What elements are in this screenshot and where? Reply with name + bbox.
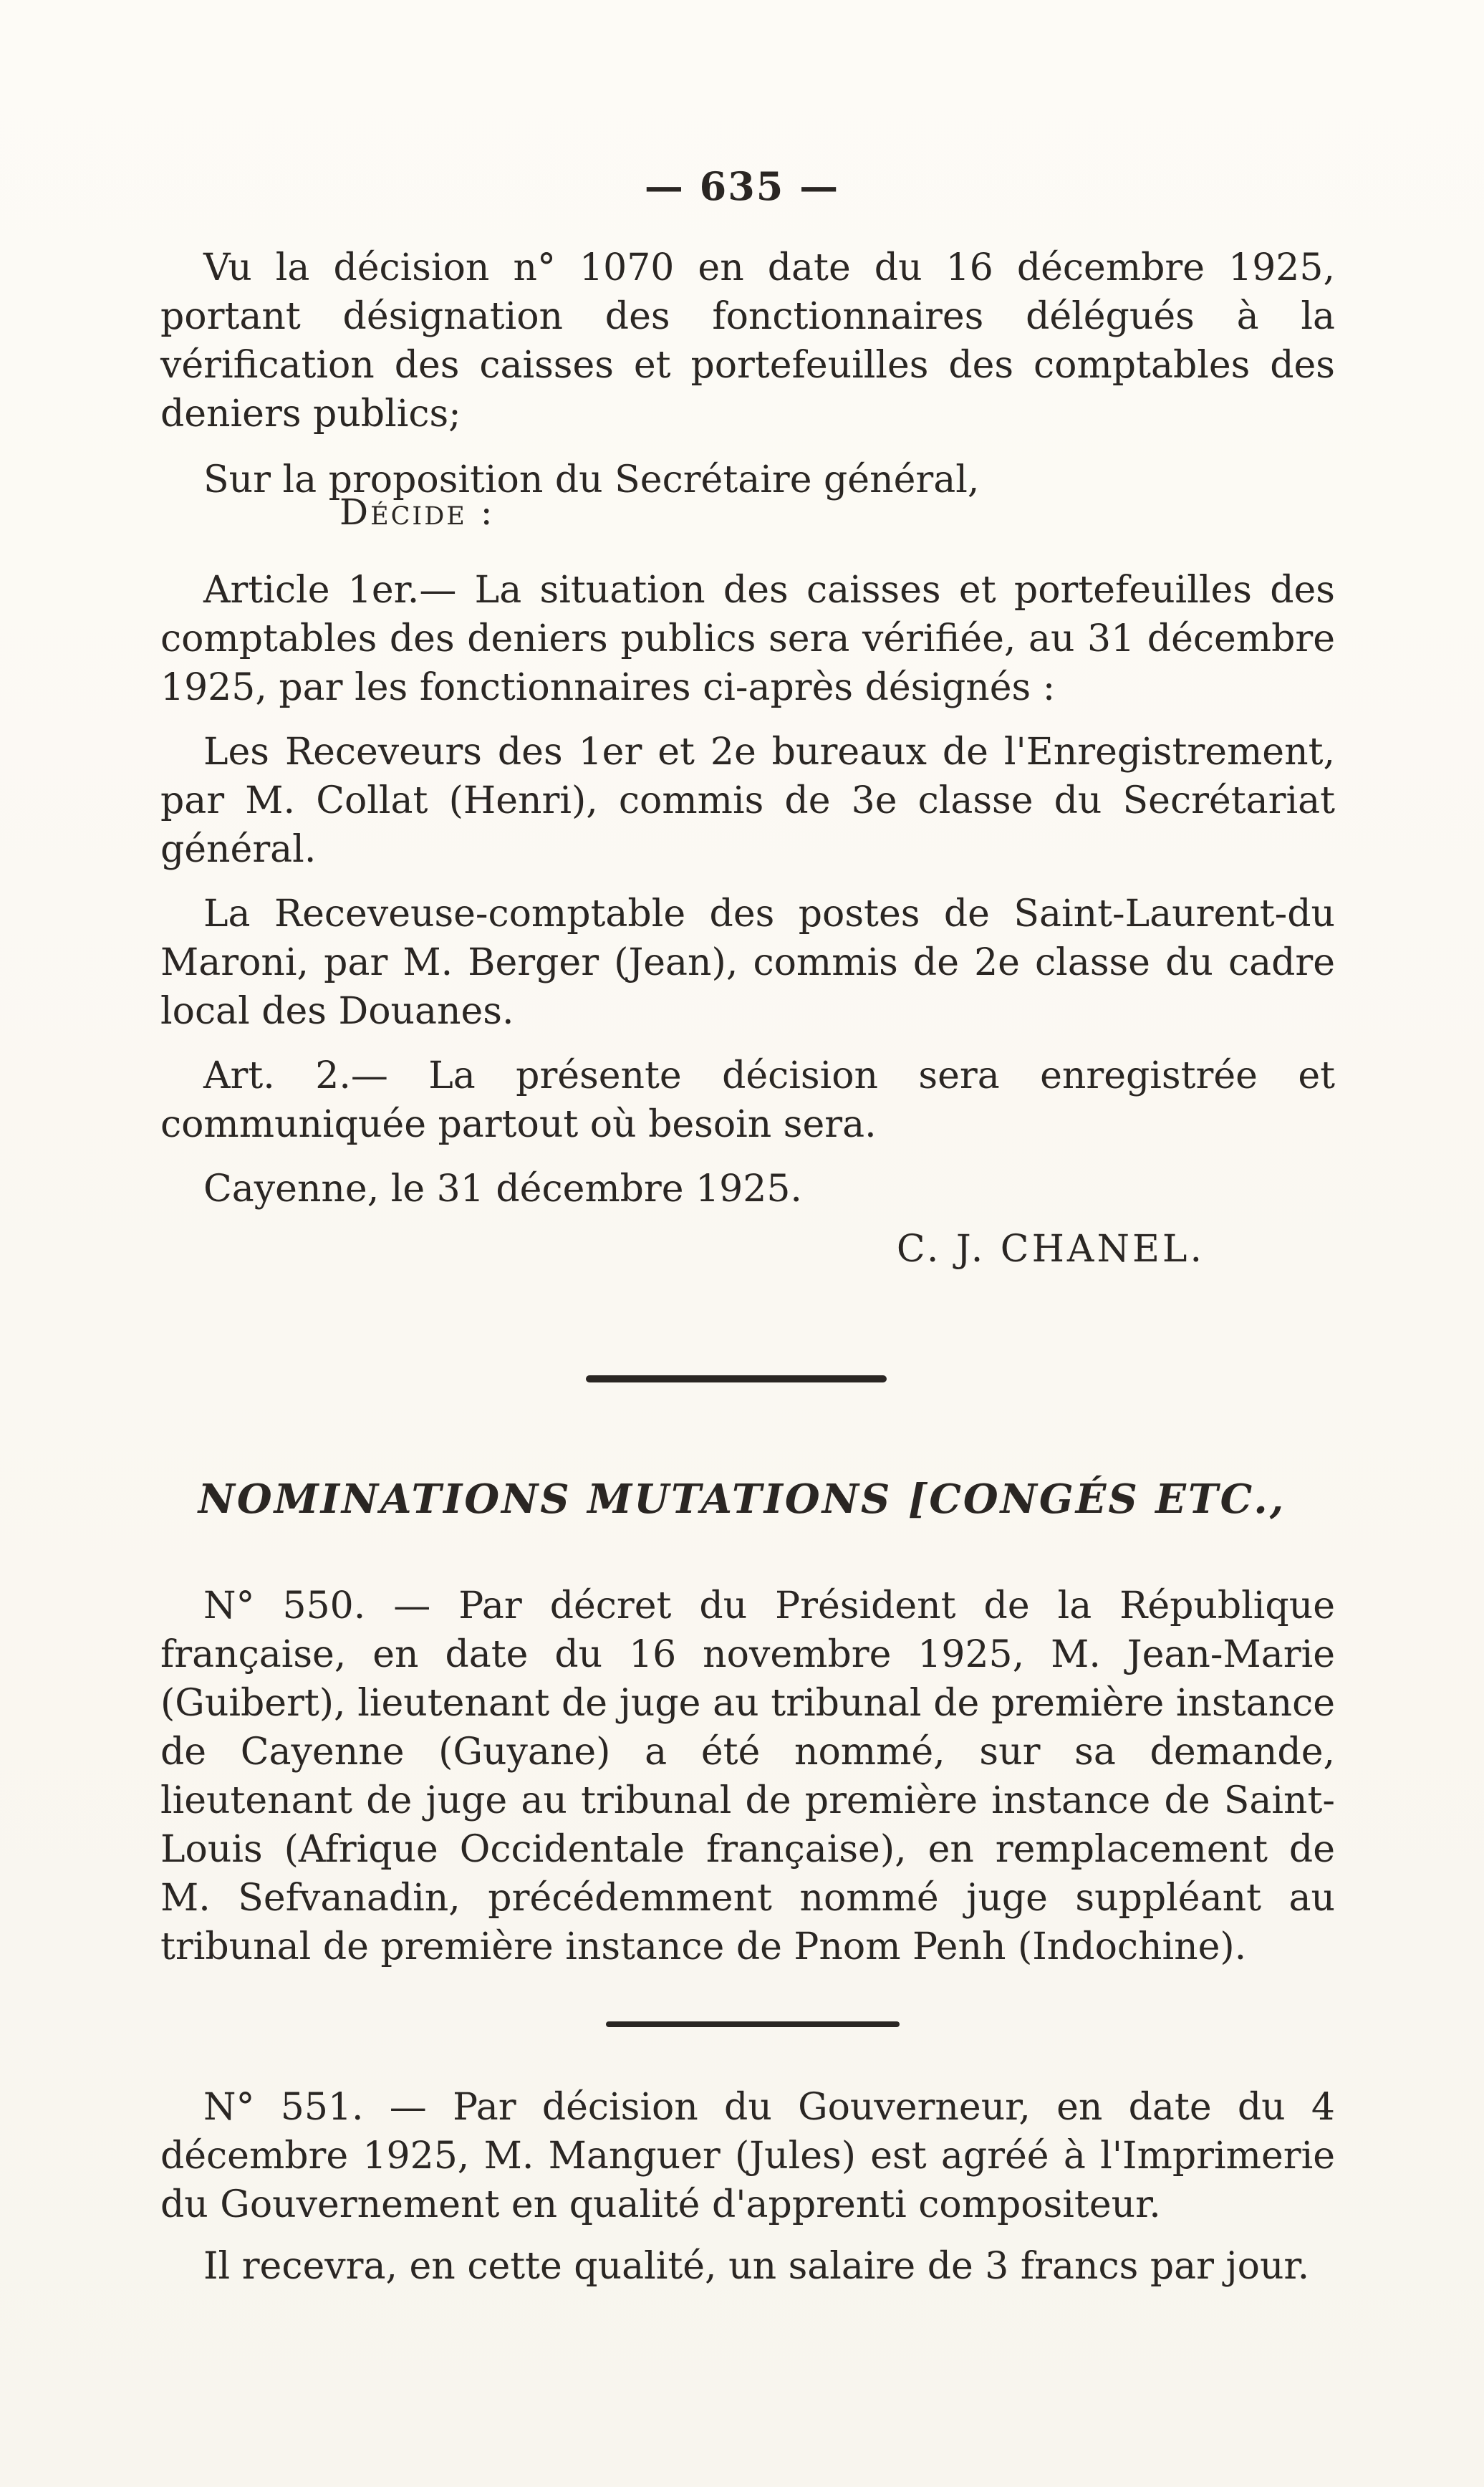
article-1-item-enregistrement: Les Receveurs des 1er et 2e bureaux de l'Enregistrement, par M. Collat (Henri), commis de 3e classe du Secrétariat général. bbox=[160, 731, 1335, 871]
preamble-proposition-paragraph: Sur la proposition du Secrétaire général, bbox=[203, 458, 980, 501]
article-1-intro: Article 1er.— La situation des caisses et portefeuilles des comptables des deniers publics sera vérifiée, au 31 décembre 1925, par les fonctionnaires ci-après désignés : bbox=[160, 569, 1335, 709]
entry-550 bbox=[160, 1582, 1335, 1971]
entry-550-text: N° 550. — Par décret du Président de la République française, en date du 16 novembre 1925, M. Jean-Marie (Guibert), lieutenant de juge au tribunal de première instance de Cayenne (Guyane) a été nommé, sur sa demande, lieutenant de juge au tribunal de première instance de Saint-Louis (Afrique Occidentale française), en remplacement de M. Sefvanadin, précédemment nommé juge suppléant au tribunal de première instance de Pnom Penh (Indochine). bbox=[160, 1584, 1335, 1968]
page-number: — 635 — bbox=[644, 163, 840, 209]
article-2: Art. 2.— La présente décision sera enregistrée et communiquée partout où besoin sera. bbox=[160, 1054, 1335, 1146]
section-heading: NOMINATIONS MUTATIONS [CONGÉS ETC., bbox=[198, 1476, 1286, 1523]
entry-divider-rule bbox=[606, 2021, 900, 2027]
articles bbox=[160, 566, 1335, 1213]
decide-label: Décide : bbox=[339, 491, 495, 533]
section-divider-rule bbox=[586, 1375, 887, 1382]
preamble bbox=[160, 244, 1335, 504]
entry-551-text: N° 551. — Par décision du Gouverneur, en date du 4 décembre 1925, M. Manguer (Jules) est agréé à l'Imprimerie du Gouvernement en qualité d'apprenti compositeur. bbox=[160, 2086, 1335, 2226]
preamble-vu-paragraph: Vu la décision n° 1070 en date du 16 décembre 1925, portant désignation des fonctionnaires délégués à la vérification des caisses et portefeuilles des comptables des deniers publics; bbox=[160, 246, 1335, 436]
place-date: Cayenne, le 31 décembre 1925. bbox=[203, 1168, 802, 1211]
signature: C. J. CHANEL. bbox=[896, 1228, 1205, 1271]
article-1-item-postes: La Receveuse-comptable des postes de Saint-Laurent-du Maroni, par M. Berger (Jean), commis de 2e classe du cadre local des Douanes. bbox=[160, 893, 1335, 1033]
entry-551-salary: Il recevra, en cette qualité, un salaire de 3 francs par jour. bbox=[203, 2245, 1310, 2288]
entry-551 bbox=[160, 2083, 1335, 2291]
